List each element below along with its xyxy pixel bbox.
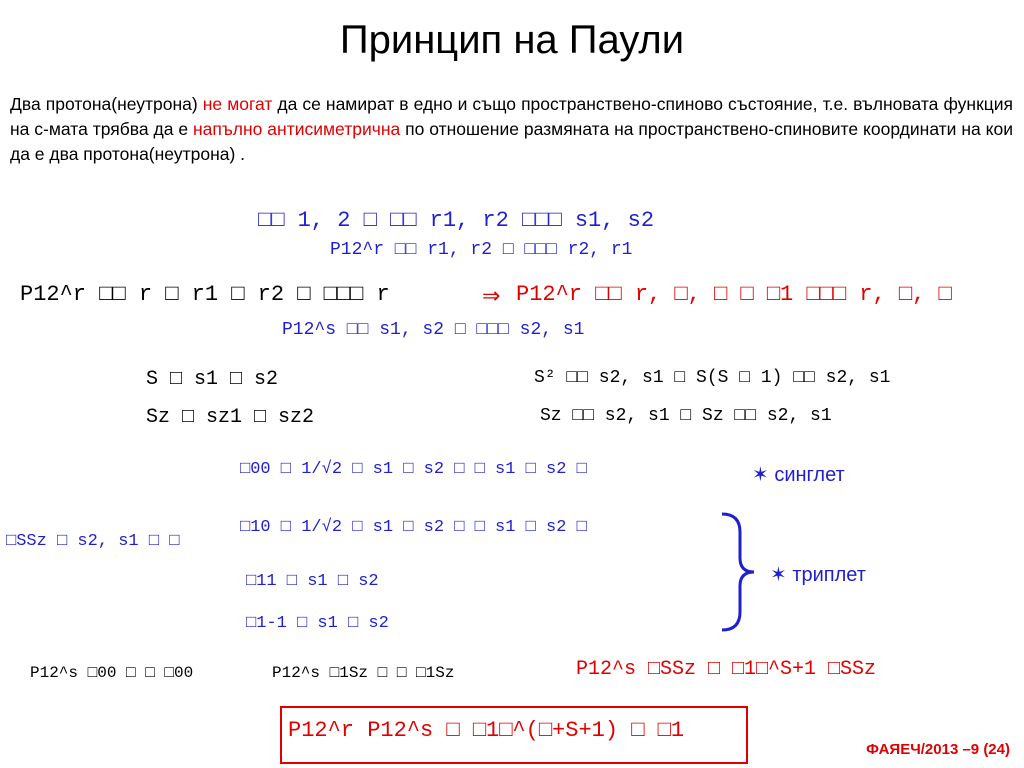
formula-chi-10: □10 □ 1/√2 □ s1 □ s2 □ □ s1 □ s2 □ [240,518,587,537]
triplet-text: триплет [792,564,866,586]
formula-p12r-radial: P12^r □□ r □ r1 □ r2 □ □□□ r [20,282,390,307]
implies-icon: ⇒ [482,284,501,309]
intro-text-2: да се намират в едно и също пространствено-спиново състояние, т.е. вълновата функция на с-мата трябва да е [10,94,1013,139]
star-bullet-icon: ✶ [752,462,769,486]
singlet-label [752,462,845,487]
intro-paragraph [10,92,1013,167]
footer-label: ФАЯЕЧ/2013 –9 (24) [866,741,1010,758]
formula-total-spin: S □ s1 □ s2 [146,368,279,391]
formula-spin-z: Sz □ sz1 □ sz2 [146,406,315,429]
intro-red-2: напълно антисиметрична [192,119,401,139]
formula-chi-11: □11 □ s1 □ s2 [246,572,379,591]
formula-p12s-chissz: P12^s □SSz □ □1□^S+1 □SSz [576,658,877,681]
formula-pauli-result: P12^r P12^s □ □1□^(□+S+1) □ □1 [288,718,685,743]
formula-spin-z-eigen: Sz □□ s2, s1 □ Sz □□ s2, s1 [540,406,832,426]
formula-p12s-exchange: P12^s □□ s1, s2 □ □□□ s2, s1 [282,320,585,340]
intro-text-1: Два протона(неутрона) [10,94,203,114]
page-title: Принцип на Паули [339,18,685,62]
intro-red-1: не могат [202,94,273,114]
star-bullet-icon: ✶ [770,562,787,586]
formula-chi-1m1: □1-1 □ s1 □ s2 [246,614,389,633]
triplet-label [770,562,866,587]
formula-p12r-angular: P12^r □□ r, □, □ □ □1 □□□ r, □, □ [516,282,952,307]
formula-p12s-chi00: P12^s □00 □ □ □00 [30,664,194,682]
triplet-brace-icon [718,510,758,634]
singlet-text: синглет [774,464,845,486]
intro-text-3: по отношение размяната на пространствено-спиновите координати на кои да е два протона(неутрона) . [10,119,1014,164]
formula-chi-00: □00 □ 1/√2 □ s1 □ s2 □ □ s1 □ s2 □ [240,460,587,479]
formula-chi-ssz: □SSz □ s2, s1 □ □ [6,532,180,551]
formula-p12r-exchange: P12^r □□ r1, r2 □ □□□ r2, r1 [330,240,633,260]
formula-wavefunction: □□ 1, 2 □ □□ r1, r2 □□□ s1, s2 [258,208,655,233]
formula-p12s-chi1sz: P12^s □1Sz □ □ □1Sz [272,664,455,682]
formula-spin-squared: S² □□ s2, s1 □ S(S □ 1) □□ s2, s1 [534,368,891,388]
